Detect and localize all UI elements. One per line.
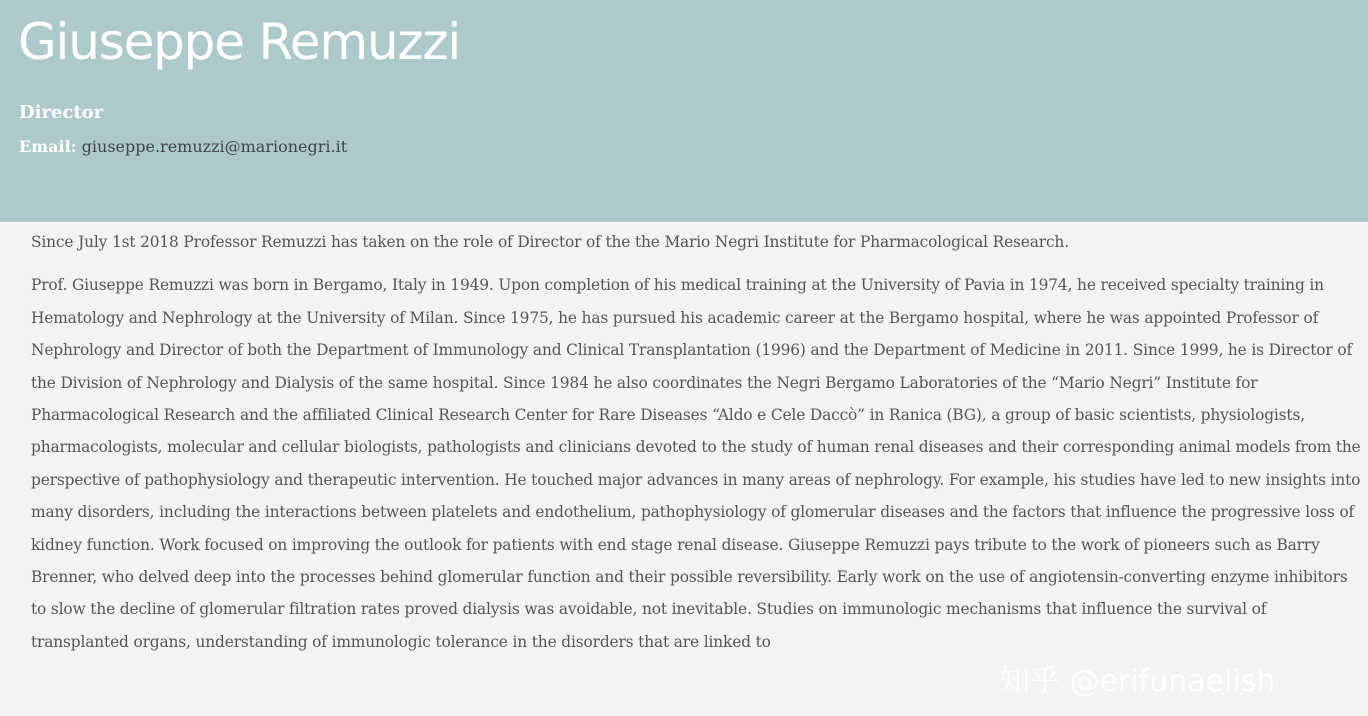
email-label: Email: <box>19 137 77 156</box>
bio-intro-paragraph: Since July 1st 2018 Professor Remuzzi has taken on the role of Director of the the Mario Negri Institute for Pharmacological Research. <box>31 233 1069 251</box>
watermark: 知乎 @erifunaelish <box>1000 664 1276 699</box>
bio-main-paragraph: Prof. Giuseppe Remuzzi was born in Bergamo, Italy in 1949. Upon completion of his medical training at the University of Pavia in 1974, he received specialty training in Hematology and Nephrology at the University of Milan. Since 1975, he has pursued his academic career at the Bergamo hospital, where he was appointed Professor of Nephrology and Director of both the Department of Immunology and Clinical Transplantation (1996) and the Department of Medicine in 2011. Since 1999, he is Director of the Division of Nephrology and Dialysis of the same hospital. Since 1984 he also coordinates the Negri Bergamo Laboratories of the “Mario Negri” Institute for Pharmacological Research and the affiliated Clinical Research Center for Rare Diseases “Aldo e Cele Daccò” in Ranica (BG), a group of basic scientists, physiologists, pharmacologists, molecular and cellular biologists, pathologists and clinicians devoted to the study of human renal diseases and their corresponding animal models from the perspective of pathophysiology and therapeutic intervention. He touched major advances in many areas of nephrology. For example, his studies have led to new insights into many disorders, including the interactions between platelets and endothelium, pathophysiology of glomerular diseases and the factors that influence the progressive loss of kidney function. Work focused on improving the outlook for patients with end stage renal disease. Giuseppe Remuzzi pays tribute to the work of pioneers such as Barry Brenner, who delved deep into the processes behind glomerular function and their possible reversibility. Early work on the use of angiotensin-converting enzyme inhibitors to slow the decline of glomerular filtration rates proved dialysis was avoidable, not inevitable. Studies on immunologic mechanisms that influence the survival of transplanted organs, understanding of immunologic tolerance in the disorders that are linked to <box>31 276 1361 651</box>
profile-header <box>0 0 1368 222</box>
profile-email-line <box>19 134 347 160</box>
profile-role: Director <box>19 102 104 123</box>
bio-content <box>31 226 1366 669</box>
profile-name: Giuseppe Remuzzi <box>18 13 461 71</box>
email-address: giuseppe.remuzzi@marionegri.it <box>81 137 348 156</box>
